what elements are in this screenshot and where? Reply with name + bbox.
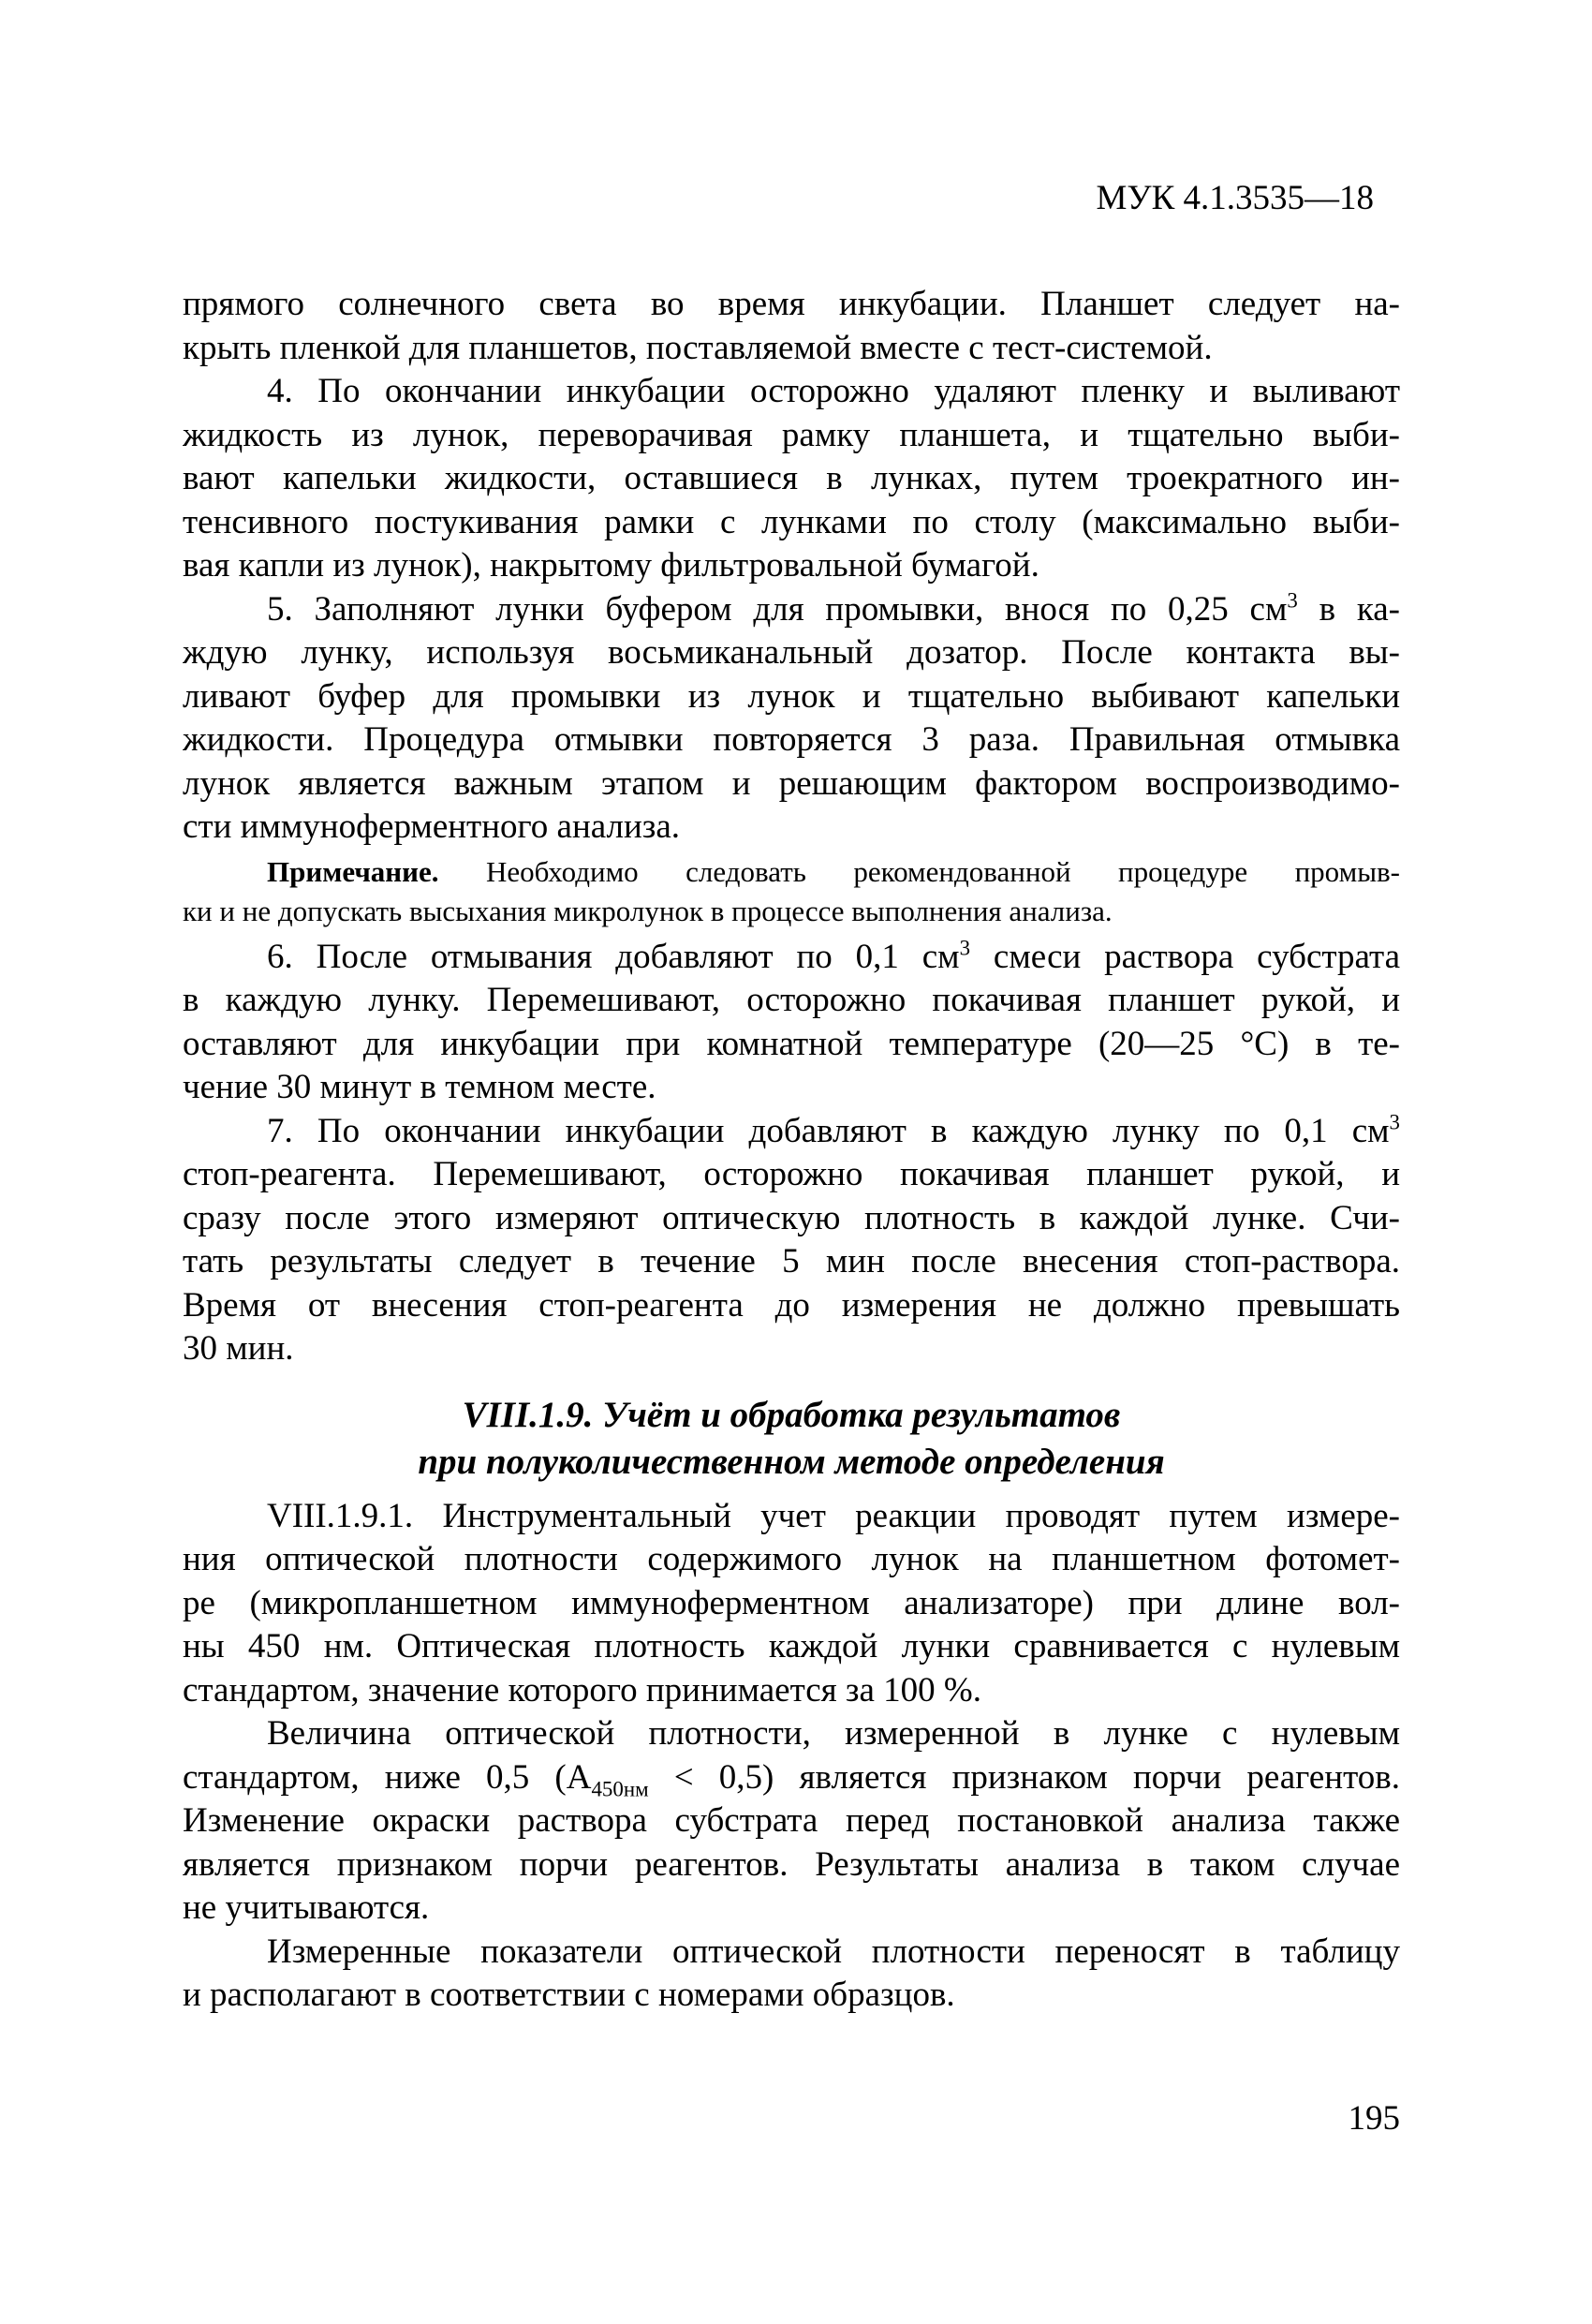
text-run: VIII.1.9.1. Инструментальный учет реакции проводят путем измере-: [267, 1496, 1400, 1535]
text-run: жидкость из лунок, переворачивая рамку планшета, и тщательно выби-: [183, 415, 1400, 454]
block-step5: [183, 588, 1400, 850]
block-table-note: [183, 1931, 1400, 2018]
text-run: Изменение окраски раствора субстрата перед постановкой анализа также: [183, 1801, 1400, 1840]
text-line: [183, 1392, 1400, 1439]
text-line: [183, 979, 1400, 1023]
text-line: [183, 675, 1400, 719]
text-run: ны 450 нм. Оптическая плотность каждой лунки сравнивается с нулевым: [183, 1627, 1400, 1665]
block-density: [183, 1712, 1400, 1931]
text-run: является признаком порчи реагентов. Результаты анализа в таком случае: [183, 1844, 1400, 1884]
block-note: [183, 852, 1400, 931]
text-line: [183, 1066, 1400, 1110]
text-run: не учитываются.: [183, 1888, 430, 1927]
text-run: VIII.1.9. Учёт и обработка результатов: [462, 1394, 1121, 1435]
text-line: [183, 1495, 1400, 1539]
text-run: 30 мин.: [183, 1329, 294, 1368]
text-run: ре (микропланшетном иммуноферментном анализаторе) при длине вол-: [183, 1583, 1400, 1622]
text-run: Необходимо следовать рекомендованной процедуре промыв-: [438, 854, 1400, 888]
text-run: стандартом, значение которого принимается за 100 %.: [183, 1670, 982, 1710]
text-run: 450нм: [591, 1776, 649, 1799]
text-run: Измеренные показатели оптической плотности переносят в таблицу: [267, 1932, 1400, 1971]
text-line: [183, 936, 1400, 980]
text-run: лунок является важным этапом и решающим фактором воспроизводимо-: [183, 763, 1400, 803]
text-line: [183, 1887, 1400, 1931]
text-run: сразу после этого измеряют оптическую плотность в каждой лунке. Счи-: [183, 1198, 1400, 1237]
text-run: 3: [1389, 1110, 1400, 1134]
block-p191: [183, 1495, 1400, 1713]
text-line: [183, 1582, 1400, 1626]
text-run: Величина оптической плотности, измеренной в лунке с нулевым: [267, 1714, 1400, 1753]
text-run: тенсивного постукивания рамки с лунками по столу (максимально выби-: [183, 502, 1400, 541]
block-step7: [183, 1110, 1400, 1371]
text-line: [183, 370, 1400, 414]
text-run: крыть пленкой для планшетов, поставляемой вместе с тест-системой.: [183, 328, 1213, 367]
text-run: ливают буфер для промывки из лунок и тщательно выбивают капельки: [183, 676, 1400, 716]
text-line: [183, 1153, 1400, 1197]
text-line: [183, 852, 1400, 892]
text-run: 3: [959, 936, 971, 960]
text-run: ждую лунку, используя восьмиканальный дозатор. После контакта вы-: [183, 633, 1400, 672]
text-line: [183, 283, 1400, 327]
document-code: МУК 4.1.3535—18: [1096, 179, 1374, 217]
text-run: в каждую лунку. Перемешивают, осторожно покачивая планшет рукой, и: [183, 981, 1400, 1019]
text-run: и располагают в соответствии с номерами образцов.: [183, 1976, 955, 2014]
text-run: стоп-реагента. Перемешивают, осторожно покачивая планшет рукой, и: [183, 1155, 1400, 1193]
text-line: [183, 327, 1400, 371]
text-run: 7. По окончании инкубации добавляют в каждую лунку по 0,1 см: [267, 1111, 1390, 1150]
text-line: [183, 1669, 1400, 1713]
text-line: [183, 1439, 1400, 1486]
page-number: 195: [1348, 2098, 1400, 2138]
text-line: [183, 1538, 1400, 1582]
text-run: 3: [1287, 588, 1298, 613]
block-intro: [183, 283, 1400, 370]
text-line: [183, 414, 1400, 458]
text-line: [183, 1799, 1400, 1843]
text-line: [183, 806, 1400, 850]
text-line: [183, 892, 1400, 931]
text-line: [183, 1625, 1400, 1669]
text-line: [183, 588, 1400, 632]
text-line: [183, 1240, 1400, 1284]
text-run: прямого солнечного света во время инкубации. Планшет следует на-: [183, 285, 1400, 323]
text-line: [183, 1843, 1400, 1887]
text-run: 4. По окончании инкубации осторожно удаляют пленку и выливают: [267, 372, 1400, 410]
text-line: [183, 631, 1400, 675]
text-run: вая капли из лунок), накрытому фильтровальной бумагой.: [183, 546, 1039, 585]
text-run: тать результаты следует в течение 5 мин после внесения стоп-раствора.: [183, 1242, 1400, 1280]
text-run: < 0,5) является признаком порчи реагентов.: [648, 1757, 1400, 1797]
text-run: сти иммуноферментного анализа.: [183, 807, 681, 846]
text-line: [183, 501, 1400, 545]
text-line: [183, 1974, 1400, 2018]
text-line: [183, 762, 1400, 807]
text-run: ки и не допускать высыхания микролунок в процессе выполнения анализа.: [183, 894, 1113, 927]
text-run: при полуколичественном методе определения: [418, 1441, 1165, 1482]
text-run: Примечание.: [267, 854, 439, 888]
text-run: ния оптической плотности содержимого лунок на планшетном фотомет-: [183, 1540, 1400, 1578]
text-line: [183, 1023, 1400, 1067]
text-line: [183, 457, 1400, 501]
document-content: [183, 283, 1400, 2018]
text-run: оставляют для инкубации при комнатной температуре (20—25 °С) в те-: [183, 1024, 1400, 1063]
text-run: Время от внесения стоп-реагента до измерения не должно превышать: [183, 1285, 1400, 1325]
text-run: 5. Заполняют лунки буфером для промывки, внося по 0,25 см: [267, 589, 1288, 629]
text-line: [183, 1931, 1400, 1975]
text-line: [183, 1712, 1400, 1756]
text-line: [183, 1284, 1400, 1328]
text-run: стандартом, ниже 0,5 (А: [183, 1757, 592, 1797]
text-run: чение 30 минут в темном месте.: [183, 1068, 656, 1106]
text-run: смеси раствора субстрата: [970, 937, 1400, 976]
text-run: вают капельки жидкости, оставшиеся в лунках, путем троекратного ин-: [183, 459, 1400, 497]
block-heading: [183, 1392, 1400, 1486]
text-run: 6. После отмывания добавляют по 0,1 см: [267, 937, 960, 976]
text-line: [183, 1197, 1400, 1241]
text-line: [183, 1327, 1400, 1371]
text-line: [183, 718, 1400, 762]
text-run: в ка-: [1297, 589, 1400, 629]
text-line: [183, 1110, 1400, 1154]
block-step6: [183, 936, 1400, 1110]
text-line: [183, 1756, 1400, 1800]
block-step4: [183, 370, 1400, 588]
text-line: [183, 544, 1400, 588]
text-run: жидкости. Процедура отмывки повторяется 3 раза. Правильная отмывка: [183, 720, 1400, 759]
